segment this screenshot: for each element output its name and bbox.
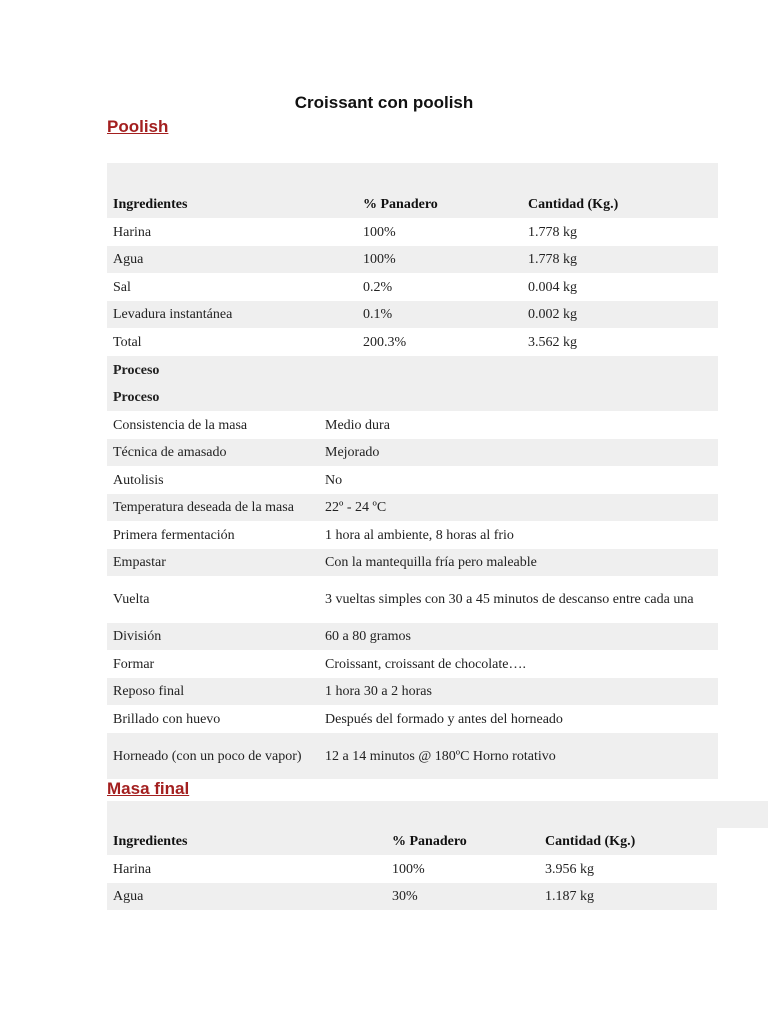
process-value: 1 hora al ambiente, 8 horas al frio — [325, 527, 514, 543]
table-spacer-row — [107, 163, 718, 190]
process-row — [107, 439, 718, 466]
ingredient-name: Harina — [113, 224, 152, 240]
column-header-panadero: % Panadero — [392, 834, 467, 849]
process-value: Croissant, croissant de chocolate…. — [325, 656, 527, 672]
process-value: Después del formado y antes del horneado — [325, 711, 563, 727]
quantity: 0.004 kg — [528, 279, 577, 295]
column-header-ingredientes: Ingredientes — [113, 834, 188, 849]
process-label-row — [107, 384, 718, 411]
section-heading-poolish: Poolish — [107, 117, 169, 136]
quantity: 1.187 kg — [545, 889, 594, 904]
process-step: Vuelta — [113, 592, 150, 607]
table-header-row — [107, 190, 718, 218]
section-heading-masa-final: Masa final — [107, 779, 190, 798]
table-row — [107, 301, 718, 328]
baker-percentage: 0.1% — [363, 307, 393, 322]
ingredient-name: Levadura instantánea — [113, 307, 233, 322]
ingredient-name: Agua — [113, 252, 144, 267]
baker-percentage: 30% — [392, 889, 418, 904]
ingredient-name: Agua — [113, 889, 144, 904]
table-row — [107, 246, 718, 273]
column-header-cantidad: Cantidad (Kg.) — [545, 834, 636, 849]
masa-final-table — [107, 801, 768, 910]
process-step: Reposo final — [113, 684, 185, 699]
quantity: 3.562 kg — [528, 334, 577, 350]
process-value: 60 a 80 gramos — [325, 629, 411, 644]
table-row — [107, 218, 718, 246]
table-spacer-row — [107, 801, 768, 828]
process-row — [107, 494, 718, 521]
process-row — [107, 733, 718, 779]
process-value: 12 a 14 minutos @ 180ºC Horno rotativo — [325, 748, 556, 764]
process-value: 3 vueltas simples con 30 a 45 minutos de descanso entre cada una — [325, 592, 694, 607]
process-step: Horneado (con un poco de vapor) — [113, 748, 302, 764]
process-step: Primera fermentación — [113, 527, 235, 543]
poolish-table — [107, 163, 718, 779]
ingredient-name: Sal — [113, 279, 131, 295]
process-step: Formar — [113, 656, 155, 672]
ingredient-name: Harina — [113, 861, 152, 877]
process-label-row — [107, 356, 718, 384]
process-step: Consistencia de la masa — [113, 417, 248, 433]
process-step: Empastar — [113, 555, 166, 570]
baker-percentage: 100% — [363, 224, 396, 240]
quantity: 1.778 kg — [528, 224, 577, 240]
process-value: Mejorado — [325, 445, 380, 460]
process-row — [107, 411, 718, 439]
process-row — [107, 576, 718, 623]
table-row — [107, 273, 718, 301]
process-value: 22º - 24 ºC — [325, 500, 387, 515]
baker-percentage: 200.3% — [363, 334, 407, 350]
table-row-total — [107, 328, 718, 356]
process-row — [107, 623, 718, 650]
process-step: Brillado con huevo — [113, 711, 221, 727]
document-title: Croissant con poolish — [294, 93, 474, 112]
process-value: 1 hora 30 a 2 horas — [325, 684, 432, 699]
quantity: 3.956 kg — [545, 861, 594, 877]
process-label: Proceso — [113, 390, 160, 405]
process-row — [107, 678, 718, 705]
baker-percentage: 100% — [392, 861, 425, 877]
ingredient-name: Total — [113, 334, 142, 350]
process-step: Temperatura deseada de la masa — [113, 500, 294, 515]
baker-percentage: 100% — [363, 252, 396, 267]
column-header-ingredientes: Ingredientes — [113, 196, 188, 212]
quantity: 1.778 kg — [528, 252, 577, 267]
process-value: No — [325, 472, 343, 488]
table-row — [107, 855, 717, 883]
process-step: División — [113, 629, 162, 644]
process-label: Proceso — [113, 362, 160, 378]
process-row — [107, 466, 718, 494]
process-row — [107, 549, 718, 576]
process-step: Autolisis — [113, 472, 164, 488]
process-row — [107, 650, 718, 678]
quantity: 0.002 kg — [528, 307, 577, 322]
table-row — [107, 883, 717, 910]
process-value: Medio dura — [325, 417, 390, 433]
column-header-panadero: % Panadero — [363, 196, 438, 212]
baker-percentage: 0.2% — [363, 279, 393, 295]
process-step: Técnica de amasado — [113, 445, 227, 460]
process-value: Con la mantequilla fría pero maleable — [325, 555, 537, 570]
process-row — [107, 521, 718, 549]
table-header-row — [107, 828, 717, 855]
process-row — [107, 705, 718, 733]
column-header-cantidad: Cantidad (Kg.) — [528, 196, 619, 212]
